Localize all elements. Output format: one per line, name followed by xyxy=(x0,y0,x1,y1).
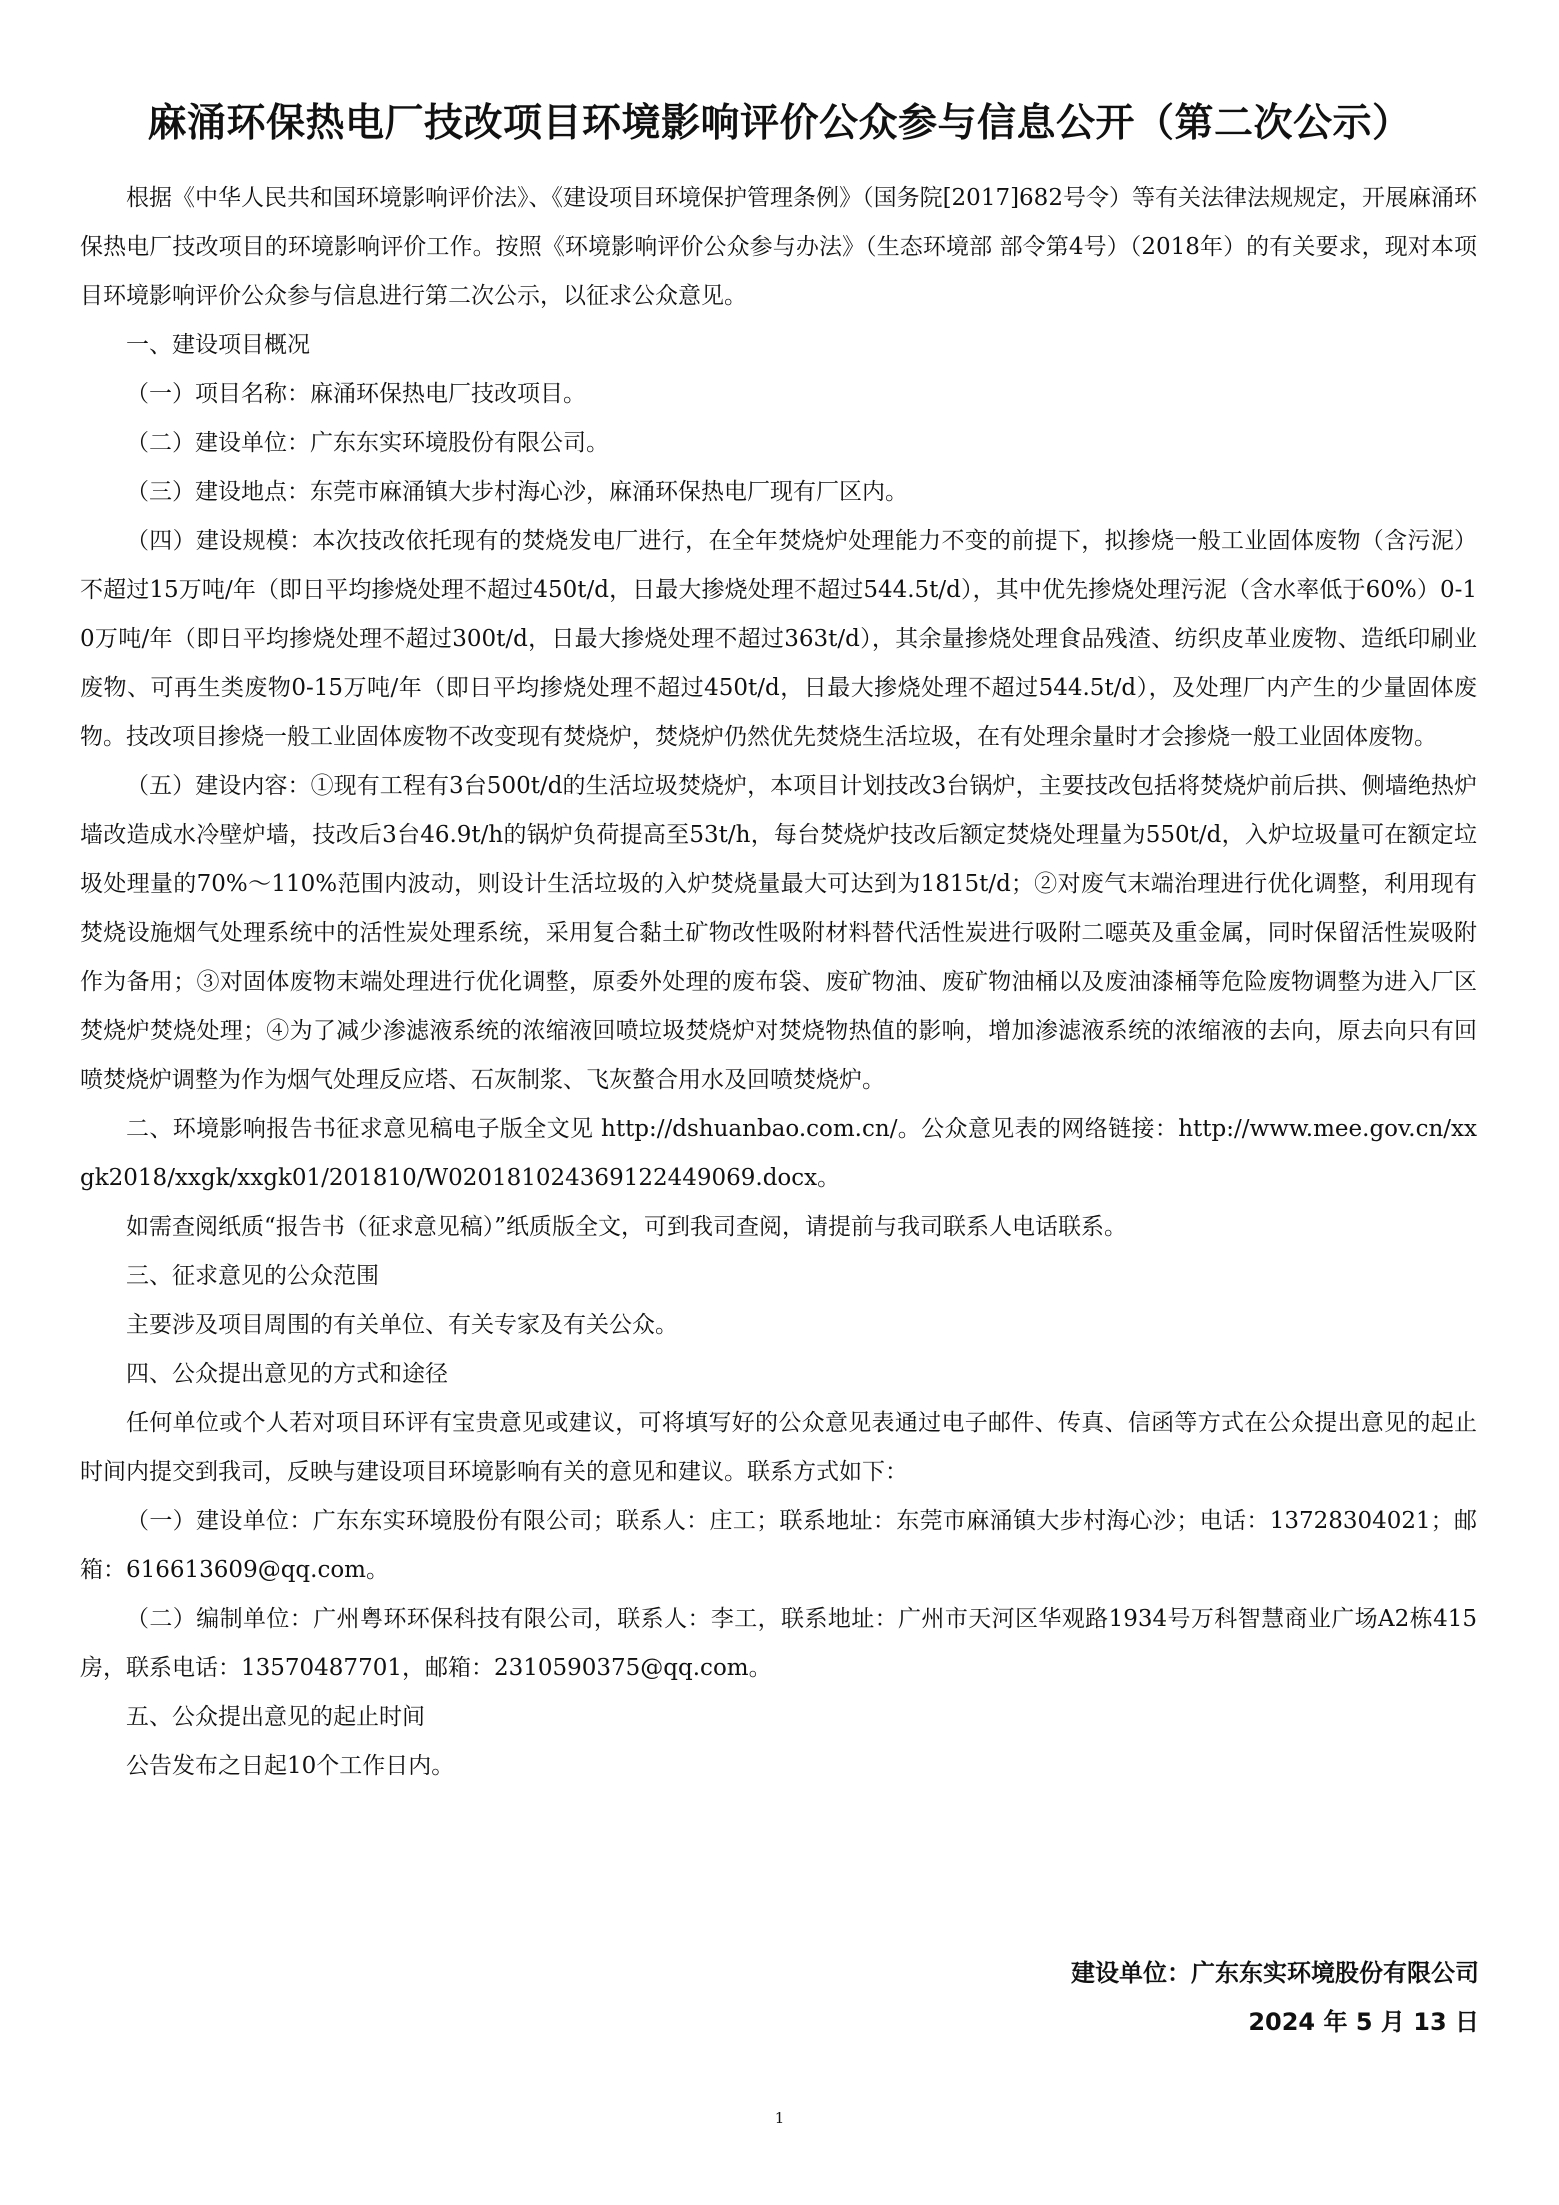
section-heading-project-overview: 一、建设项目概况 xyxy=(126,332,310,358)
signature-date: 2024 年 5 月 13 日 xyxy=(1248,2008,1479,2036)
document-title: 麻涌环保热电厂技改项目环境影响评价公众参与信息公开（第二次公示） xyxy=(147,101,1412,146)
paper-copy-paragraph: 如需查阅纸质“报告书（征求意见稿）”纸质版全文，可到我司查阅，请提前与我司联系人电话联系。 xyxy=(126,1214,1128,1240)
signature-organization: 建设单位：广东东实环境股份有限公司 xyxy=(1071,1959,1479,1987)
compiling-unit-contact: （二）编制单位：广州粤环环保科技有限公司，联系人：李工，联系地址：广州市天河区华观路1934号万科智慧商业广场A2栋415房，联系电话：13570487701，邮箱：2310590375@qq.com。 xyxy=(80,1606,1477,1681)
section-heading-public-scope: 三、征求意见的公众范围 xyxy=(126,1263,379,1289)
construction-scale-item: （四）建设规模：本次技改依托现有的焚烧发电厂进行，在全年焚烧炉处理能力不变的前提下，拟掺烧一般工业固体废物（含污泥）不超过15万吨/年（即日平均掺烧处理不超过450t/d，日最大掺烧处理不超过544.5t/d），其中优先掺烧处理污泥（含水率低于60%）0-10万吨/年（即日平均掺烧处理不超过300t/d，日最大掺烧处理不超过363t/d），其余量掺烧处理食品残渣、纺织皮革业废物、造纸印刷业废物、可再生类废物0-15万吨/年（即日平均掺烧处理不超过450t/d，日最大掺烧处理不超过544.5t/d），及处理厂内产生的少量固体废物。技改项目掺烧一般工业固体废物不改变现有焚烧炉，焚烧炉仍然优先焚烧生活垃圾，在有处理余量时才会掺烧一般工业固体废物。 xyxy=(80,528,1477,750)
feedback-methods-paragraph: 任何单位或个人若对项目环评有宝贵意见或建议，可将填写好的公众意见表通过电子邮件、传真、信函等方式在公众提出意见的起止时间内提交到我司，反映与建设项目环境影响有关的意见和建议。联系方式如下： xyxy=(80,1410,1477,1485)
public-scope-paragraph: 主要涉及项目周围的有关单位、有关专家及有关公众。 xyxy=(126,1312,678,1338)
feedback-period-paragraph: 公告发布之日起10个工作日内。 xyxy=(126,1753,455,1779)
construction-site-item: （三）建设地点：东莞市麻涌镇大步村海心沙，麻涌环保热电厂现有厂区内。 xyxy=(126,479,908,505)
section-heading-feedback-methods: 四、公众提出意见的方式和途径 xyxy=(126,1361,448,1387)
page-number: 1 xyxy=(774,2109,785,2127)
construction-content-item: （五）建设内容：①现有工程有3台500t/d的生活垃圾焚烧炉，本项目计划技改3台锅炉，主要技改包括将焚烧炉前后拱、侧墙绝热炉墙改造成水冷壁炉墙，技改后3台46.9t/h的锅炉负荷提高至53t/h，每台焚烧炉技改后额定焚烧处理量为550t/d，入炉垃圾量可在额定垃圾处理量的70%～110%范围内波动，则设计生活垃圾的入炉焚烧量最大可达到为1815t/d；②对废气末端治理进行优化调整，利用现有焚烧设施烟气处理系统中的活性炭处理系统，采用复合黏土矿物改性吸附材料替代活性炭进行吸附二噁英及重金属，同时保留活性炭吸附作为备用；③对固体废物末端处理进行优化调整，原委外处理的废布袋、废矿物油、废矿物油桶以及废油漆桶等危险废物调整为进入厂区焚烧炉焚烧处理；④为了减少渗滤液系统的浓缩液回喷垃圾焚烧炉对焚烧物热值的影响，增加渗滤液系统的浓缩液的去向，原去向只有回喷焚烧炉调整为作为烟气处理反应塔、石灰制浆、飞灰螯合用水及回喷焚烧炉。 xyxy=(80,773,1477,1093)
section-heading-feedback-period: 五、公众提出意见的起止时间 xyxy=(126,1704,425,1730)
construction-unit-contact: （一）建设单位：广东东实环境股份有限公司；联系人：庄工；联系地址：东莞市麻涌镇大步村海心沙；电话：13728304021；邮箱：616613609@qq.com。 xyxy=(80,1508,1477,1583)
project-name-item: （一）项目名称：麻涌环保热电厂技改项目。 xyxy=(126,381,586,407)
report-links-paragraph: 二、环境影响报告书征求意见稿电子版全文见 http://dshuanbao.com.cn/。公众意见表的网络链接：http://www.mee.gov.cn/xxgk2018/xxgk/xxgk01/201810/W020181024369122449069.docx。 xyxy=(80,1116,1477,1191)
intro-paragraph: 根据《中华人民共和国环境影响评价法》、《建设项目环境保护管理条例》（国务院[2017]682号令）等有关法律法规规定，开展麻涌环保热电厂技改项目的环境影响评价工作。按照《环境影响评价公众参与办法》（生态环境部 部令第4号）（2018年）的有关要求，现对本项目环境影响评价公众参与信息进行第二次公示，以征求公众意见。 xyxy=(80,185,1477,309)
document-body xyxy=(80,174,1477,1791)
construction-unit-item: （二）建设单位：广东东实环境股份有限公司。 xyxy=(126,430,609,456)
